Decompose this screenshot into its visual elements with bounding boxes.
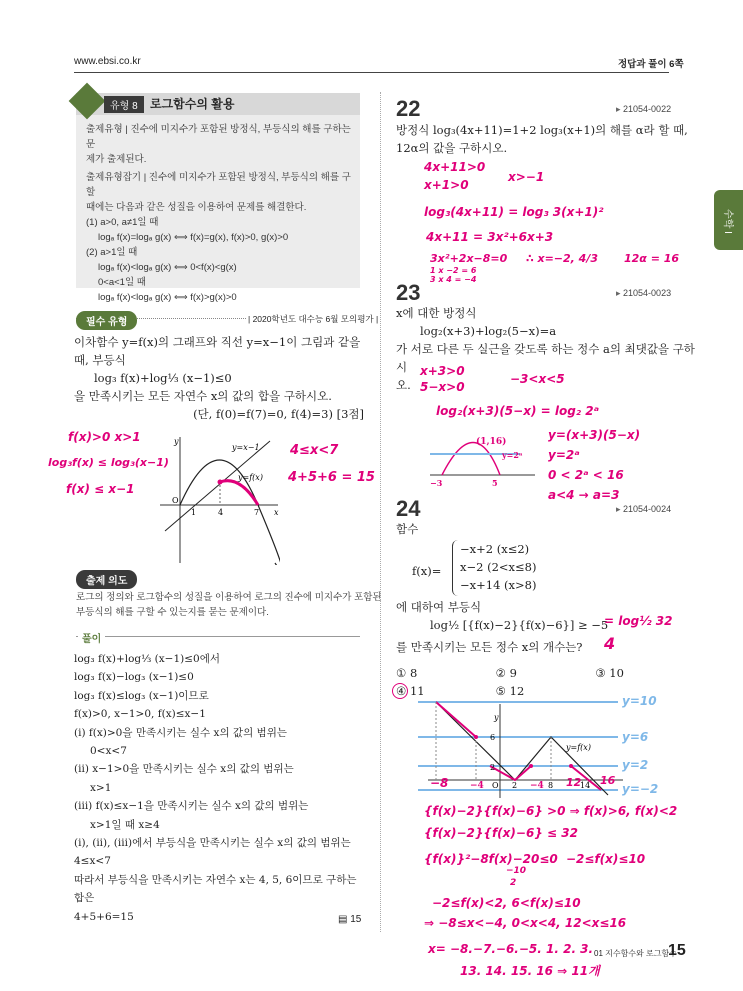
q23-line-label: y=2ᵃ <box>502 450 523 460</box>
type-badge: 유형 8 <box>104 96 144 113</box>
choice-5[interactable]: ⑤ 12 <box>495 684 525 698</box>
q24-graph-y: y <box>494 713 499 722</box>
q23-vertex-label: (1,16) <box>476 437 507 447</box>
solution-body: log₃ f(x)+log⅓ (x−1)≤0에서 log₃ f(x)−log₃ (x−1)≤0 log₃ f(x)≤log₃ (x−1)이므로 f(x)>0, x−1>0, f(x)≤x−1 (i) f(x)>0을 만족시키는 실수 x의 값의 범위는 0<x<7 (ii) x−1>0을 만족시키는 실수 x의 값의 범위는 x>1 (iii) f(x)≤x−1을 만족시키는 실수 x의 값의 범위는 x>1일 때 x≥4 (i), (ii), (iii)에서 부등식을 만족시키는 실수 x의 값의 범위는 4≤x<7 따라서 부등식을 만족시키는 자연수 x는 4, 5, 6이므로 구하는 합은 4+5+6=15 <box>74 653 357 923</box>
column-divider <box>380 92 381 932</box>
graph-tick-7: 7 <box>254 508 260 517</box>
type-body: 출제유형 | 진수에 미지수가 포함된 방정식, 부등식의 해를 구하는 문 제가 출제된다. 출제유형잡기 | 진수에 미지수가 포함된 방정식, 부등식의 해를 구할 때에는 다음과 같은 성질을 이용하여 문제를 해결한다. (1) a>0, a≠1일 때 logₐ f(x)=logₐ g(x) ⟺ f(x)=g(x), f(x)>0, g(x)>0 (2) a>1일 때 logₐ f(x)<logₐ g(x) ⟺ 0<f(x)<g(x) 0<a<1일 때 logₐ f(x)<logₐ g(x) ⟺ f(x)>g(x)>0 <box>86 124 351 303</box>
header-answer-ref: 정답과 풀이 6쪽 <box>618 59 684 70</box>
hw-left-3: f(x) ≤ x−1 <box>66 482 135 496</box>
hw-y6: y=6 <box>622 730 649 744</box>
hw-q22-1: 4x+11>0 <box>424 160 486 174</box>
required-source: | 2020학년도 대수능 6월 모의평가 | <box>248 314 379 324</box>
hw-y-2: y=−2 <box>622 782 659 796</box>
solution-rule <box>76 636 360 637</box>
hw-q24-l10: 13. 14. 15. 16 ⇒ 11개 <box>460 964 600 978</box>
header-rule <box>74 72 669 73</box>
hw-q23-5: y=(x+3)(5−x) <box>548 428 641 442</box>
q22-id: ▸ 21054-0022 <box>616 104 671 115</box>
q24-intro: 함수 <box>396 522 419 536</box>
hw-y10: y=10 <box>622 694 657 708</box>
graph-origin: O <box>172 496 179 505</box>
type-title: 로그함수의 활용 <box>150 97 235 111</box>
q24-graph-fx: y=f(x) <box>566 743 591 752</box>
required-problem: 이차함수 y=f(x)의 그래프와 직선 y=x−1이 그림과 같을 때, 부등식 log₃ f(x)+log⅓ (x−1)≤0 을 만족시키는 모든 자연수 x의 값의 합을 구하시오. (단, f(0)=f(7)=0, f(4)=3) [3점] <box>74 335 364 421</box>
graph-line-label: y=x−1 <box>232 443 260 452</box>
hw-q24-l4: −2≤f(x)≤10 <box>566 852 646 866</box>
hw-left-ans-2: 4+5+6 = 15 <box>288 470 375 485</box>
hw-q24-l5: −10 <box>506 866 527 876</box>
hw-q22-10: 3 x 4 = −4 <box>430 275 477 284</box>
hw-q22-3: x>−1 <box>508 170 545 184</box>
hw-q24-l7: −2≤f(x)<2, 6<f(x)≤10 <box>432 896 581 910</box>
graph-tick-4: 4 <box>218 508 224 517</box>
q24-graph-2: 2 <box>490 763 496 772</box>
q22-text: 방정식 log₃(4x+11)=1+2 log₃(x+1)의 해를 α라 할 때, 12α의 값을 구하시오. <box>396 123 688 155</box>
hw-q24-l6: 2 <box>510 878 517 888</box>
q24-text2: 에 대하여 부등식 <box>396 600 482 614</box>
hw-y2: y=2 <box>622 758 649 772</box>
hw-q22-9: 1 x −2 = 6 <box>430 266 477 275</box>
q24-number: 24 <box>396 496 421 521</box>
hw-q24-ans: 4 <box>604 634 616 653</box>
q24-pt-3 <box>569 764 573 768</box>
graph-y-label: y <box>174 437 179 446</box>
hw-q23-6: y=2ᵃ <box>548 448 580 462</box>
footer-page: 15 <box>668 942 686 959</box>
q24-graph-x2: 2 <box>512 781 518 790</box>
q24-graph-x14: 14 <box>580 781 591 790</box>
footer-chapter: 01 지수함수와 로그함수 <box>594 949 677 958</box>
hw-q24-l8: ⇒ −8≤x<−4, 0<x<4, 12<x≤16 <box>424 916 627 930</box>
choice-4-circle <box>392 683 408 699</box>
intent-text: 로그의 정의와 로그함수의 성질을 이용하여 로그의 진수에 미지수가 포함된 부등식의 해를 구할 수 있는지를 묻는 문제이다. <box>76 592 382 618</box>
q24-pt-1 <box>474 735 478 739</box>
q24-graph-x8: 8 <box>548 781 554 790</box>
intent-tag: 출제 의도 <box>76 570 137 589</box>
hw-q22-5: 4x+11 = 3x²+6x+3 <box>426 230 554 244</box>
choice-4[interactable]: ④ 11 <box>396 684 425 698</box>
q24-brace <box>452 540 459 596</box>
graph-x-label: x <box>274 508 279 517</box>
side-tab-label: 수학 I <box>721 209 733 234</box>
choice-1[interactable]: ① 8 <box>396 666 418 680</box>
q24-fx: f(x)= <box>412 564 442 578</box>
hw-q23-7: 0 < 2ᵃ < 16 <box>548 468 624 482</box>
q23-root-left: −3 <box>430 478 443 488</box>
q24-cases: −x+2 (x≤2) x−2 (2<x≤8) −x+14 (x>8) <box>460 542 537 592</box>
q24-pt-2 <box>529 764 533 768</box>
hw-left-ans-1: 4≤x<7 <box>290 443 339 458</box>
footer-ref: ▤ 15 <box>338 914 362 925</box>
hw-q24-16: 16 <box>600 774 616 787</box>
hw-q23-3: −3<x<5 <box>510 372 565 386</box>
q23-parabola <box>442 443 500 476</box>
q22-number: 22 <box>396 96 421 121</box>
choice-2[interactable]: ② 9 <box>495 666 517 680</box>
hw-q22-2: x+1>0 <box>424 178 469 192</box>
hw-q23-8: a<4 → a=3 <box>548 488 620 502</box>
q24-graph-o: O <box>492 781 499 790</box>
q24-hl-1 <box>436 702 476 737</box>
hw-q23-4: log₂(x+3)(5−x) = log₂ 2ᵃ <box>436 404 600 418</box>
side-tab <box>714 190 743 250</box>
hw-q22-4: log₃(4x+11) = log₃ 3(x+1)² <box>424 205 604 219</box>
required-graph <box>150 435 280 565</box>
hw-q24-12: 12 <box>566 776 582 789</box>
hw-left-1: f(x)>0 x>1 <box>68 430 141 444</box>
hw-q24-l1: {f(x)−2}{f(x)−6} >0 ⇒ f(x)>6, f(x)<2 <box>424 804 678 818</box>
q24-inequality: log½ [{f(x)−2}{f(x)−6}] ≥ −5 <box>430 618 609 632</box>
q23-root-right: 5 <box>492 478 498 488</box>
hw-q22-7: ∴ x=−2, 4/3 <box>526 252 598 265</box>
hw-q24-log: = log½ 32 <box>604 614 673 628</box>
hw-left-2: log₃f(x) ≤ log₃(x−1) <box>48 456 169 469</box>
graph-curve-label: y=f(x) <box>238 473 263 482</box>
header-url: www.ebsi.co.kr <box>74 56 141 67</box>
q24-question: 를 만족시키는 모든 정수 x의 개수는? <box>396 640 583 654</box>
choice-3[interactable]: ③ 10 <box>595 666 624 680</box>
hw-q24-l2: {f(x)−2}{f(x)−6} ≤ 32 <box>424 826 578 840</box>
hw-q23-1: x+3>0 <box>420 364 465 378</box>
hw-q22-8: 12α = 16 <box>624 252 680 265</box>
q24-graph-hw-4: −4 <box>470 781 484 791</box>
solution-tag: 풀이 <box>78 630 105 645</box>
q23-number: 23 <box>396 280 421 305</box>
q23-sketch <box>420 430 540 490</box>
hw-q23-2: 5−x>0 <box>420 380 465 394</box>
q24-id: ▸ 21054-0024 <box>616 504 671 515</box>
q23-text: x에 대한 방정식 log₂(x+3)+log₂(5−x)=a 가 서로 다른 두 실근을 갖도록 하는 정수 a의 최댓값을 구하시 오. <box>396 306 695 392</box>
line-y-x-1 <box>165 441 270 531</box>
required-tag: 필수 유형 <box>76 311 137 330</box>
q24-graph-6: 6 <box>490 733 496 742</box>
graph-tick-1: 1 <box>191 508 197 517</box>
hw-q24-l3: {f(x)}²−8f(x)−20≤0 <box>424 852 558 866</box>
hw-q22-6: 3x²+2x−8=0 <box>430 252 508 265</box>
hw-q24-m8: −8 <box>430 776 449 790</box>
q23-id: ▸ 21054-0023 <box>616 288 671 299</box>
q24-graph-hw4: −4 <box>530 781 544 791</box>
hw-q24-l9: x= −8.−7.−6.−5. 1. 2. 3. <box>428 942 594 956</box>
point-4 <box>218 480 223 485</box>
